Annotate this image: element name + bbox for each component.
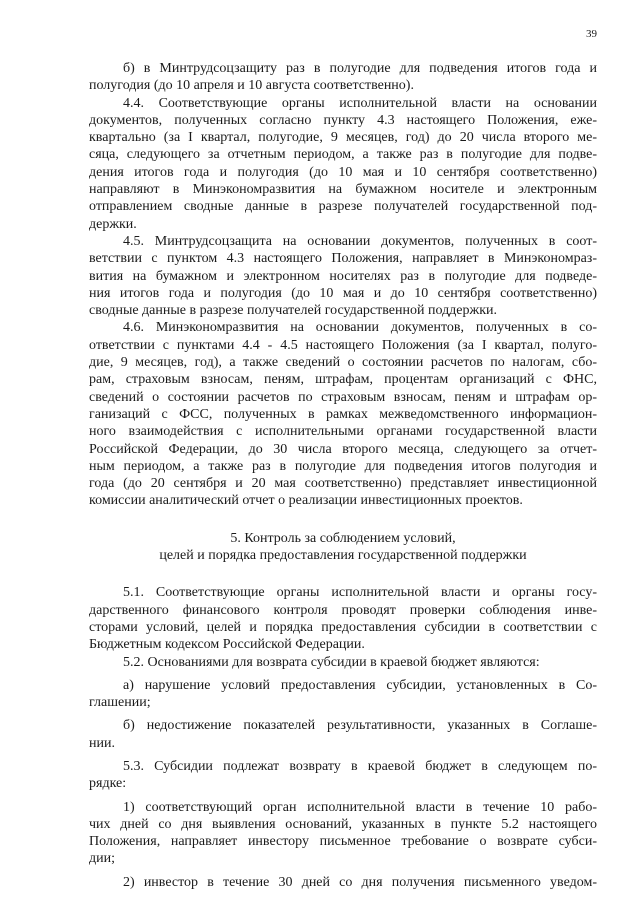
document-body	[89, 60, 597, 891]
text-line: 4.4. Соответствующие органы исполнительной власти на основании	[123, 95, 597, 111]
text-line: б) недостижение показателей результативности, указанных в Соглаше-	[123, 718, 597, 734]
section-5-text	[89, 584, 597, 891]
page-number: 39	[586, 28, 597, 40]
text-line: ветствии с пунктом 4.3 настоящего Положения, направляет в Минэкономраз-	[89, 251, 597, 267]
text-line: 1) соответствующий орган исполнительной власти в течение 10 рабо-	[123, 799, 597, 815]
text-line: дие, 9 месяцев, год), а также сведений о состоянии расчетов по налогам, сбо-	[89, 355, 597, 371]
text-line: года (до 20 сентября и 20 мая соответственно) представляет инвестиционной	[89, 476, 597, 492]
text-line: 2) инвестор в течение 30 дней со дня получения письменного уведом-	[123, 874, 597, 890]
text-line: сяца, следующего за отчетным периодом, а также раз в полугодие для подве-	[89, 147, 597, 163]
text-line: сведений о состоянии расчетов по страховым взносам, пеням и штрафам ор-	[89, 389, 597, 405]
heading-line: 5. Контроль за соблюдением условий,	[230, 530, 456, 546]
text-line: отправлением сводные данные в разрезе получателей государственной под-	[89, 199, 597, 215]
text-line: ответствии с пунктами 4.4 - 4.5 настоящего Положения (за I квартал, полуго-	[89, 337, 597, 353]
text-line: квартально (за I квартал, полугодие, 9 месяцев, год) до 20 числа второго ме-	[89, 130, 597, 146]
text-line: дарственного финансового контроля проводят проверки соблюдения инве-	[89, 602, 597, 618]
text-line: полугодия (до 10 апреля и 10 августа соответственно).	[89, 78, 414, 94]
text-line: глашении;	[89, 695, 151, 711]
text-line: Положения, направляет инвестору письменное требование о возврате субси-	[89, 834, 597, 850]
text-line: 5.2. Основаниями для возврата субсидии в краевой бюджет являются:	[123, 654, 540, 670]
text-line: вития на бумажном и электронном носителях раз в полугодие для подведе-	[89, 268, 597, 284]
text-line: ганизаций с ФСС, полученных в рамках межведомственного информацион-	[89, 406, 597, 422]
text-line: держки.	[89, 216, 137, 232]
text-line: 4.6. Минэкономразвития на основании документов, полученных в со-	[123, 320, 597, 336]
text-line: чих дней со дня выявления оснований, указанных в пункте 5.2 настоящего	[89, 816, 597, 832]
text-line: 5.3. Субсидии подлежат возврату в краевой бюджет в следующем по-	[123, 758, 597, 774]
text-line: направляют в Минэкономразвития на бумажном носителе и электронным	[89, 182, 597, 198]
text-line: рам, страховым взносам, пеням, штрафам, процентам организаций с ФНС,	[89, 372, 597, 388]
text-line: документов, полученных согласно пункту 4.3 настоящего Положения, еже-	[89, 112, 597, 128]
text-line: а) нарушение условий предоставления субсидии, установленных в Со-	[123, 677, 597, 693]
text-line: дения итогов года и полугодия (до 10 мая и 10 сентября соответственно)	[89, 164, 597, 180]
text-line: ния итогов года и полугодия (до 10 мая и до 10 сентября соответственно)	[89, 285, 597, 301]
text-line: дии;	[89, 851, 115, 867]
text-line: сводные данные в разрезе получателей государственной поддержки.	[89, 303, 497, 319]
text-line: комиссии аналитический отчет о реализации инвестиционных проектов.	[89, 493, 523, 509]
text-line: нии.	[89, 735, 115, 751]
text-line: Российской Федерации, до 30 числа второго месяца, следующего за отчет-	[89, 441, 597, 457]
heading-line: целей и порядка предоставления государственной поддержки	[159, 548, 527, 564]
section-5-heading	[89, 530, 597, 565]
section-4-text	[89, 60, 597, 510]
text-line: 5.1. Соответствующие органы исполнительной власти и органы госу-	[123, 585, 597, 601]
text-line: сторами условий, целей и порядка предоставления субсидии в соответствии с	[89, 619, 597, 635]
text-line: ного взаимодействия с исполнительными органами государственной власти	[89, 424, 597, 440]
text-line: рядке:	[89, 776, 127, 792]
text-line: Бюджетным кодексом Российской Федерации.	[89, 637, 365, 653]
text-line: б) в Минтрудсоцзащиту раз в полугодие для подведения итогов года и	[123, 61, 597, 76]
text-line: ным периодом, а также раз в полугодие для подведения итогов полугодия и	[89, 458, 597, 474]
text-line: 4.5. Минтрудсоцзащита на основании документов, полученных в соот-	[123, 233, 597, 249]
